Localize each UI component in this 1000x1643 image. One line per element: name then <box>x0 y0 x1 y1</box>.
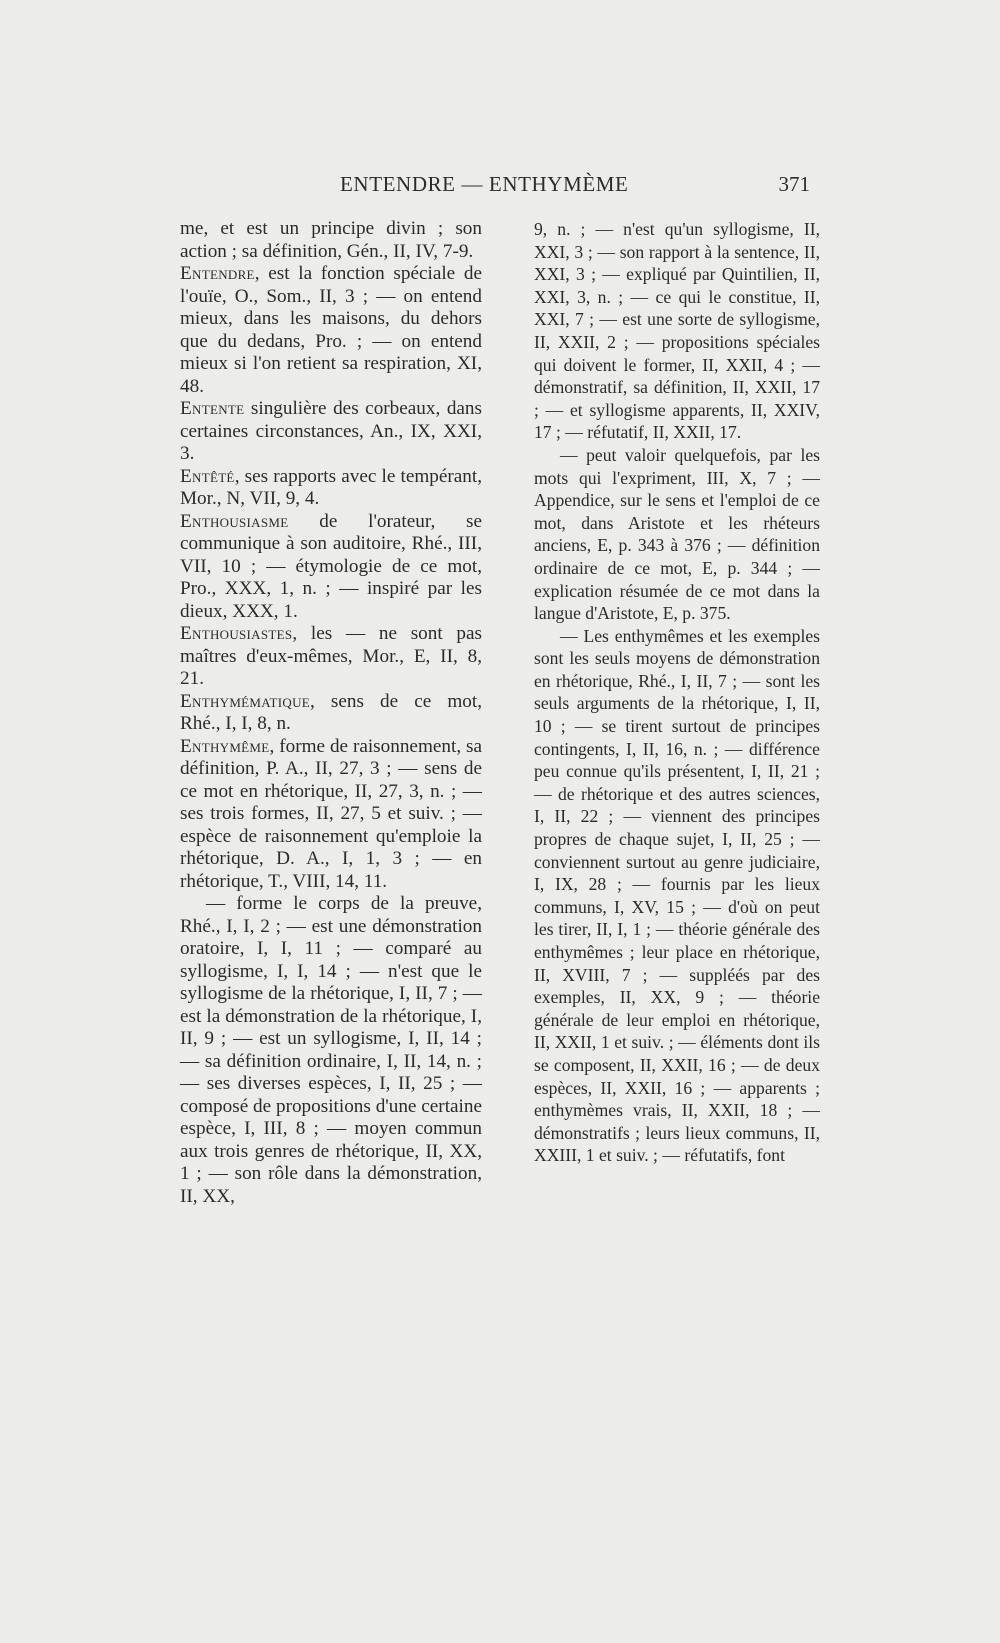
index-entry <box>180 218 482 263</box>
running-head <box>340 172 810 202</box>
entry-text: , les — ne sont pas maîtres d'eux-mêmes, Mor., E, II, 8, 21. <box>180 623 482 689</box>
entry-text: , forme de raisonnement, sa définition, P. A., II, 27, 3 ; — sens de ce mot en rhétorique, II, 27, 3, n. ; — ses trois formes, II, 27, 5 et suiv. ; — espèce de raisonnement qu'emploie la rhétorique, D. A., I, 1, 3 ; — en rhétorique, T., VIII, 14, 11. <box>180 735 482 892</box>
entry-text: — peut valoir quelquefois, par les mots qui l'expriment, III, X, 7 ; — Appendice, sur le sens et l'emploi de ce mot, dans Aristote et les rhéteurs anciens, E, p. 343 à 376 ; — définition ordinaire de ce mot, E, p. 344 ; — explication résumée de ce mot dans la langue d'Aristote, E, p. 375. <box>534 444 820 624</box>
entry-headword: Entêté <box>180 465 235 487</box>
right-column <box>534 218 820 1167</box>
index-entry <box>534 625 820 1167</box>
entry-text: — Les enthymêmes et les exemples sont les seuls moyens de démonstration en rhétorique, Rhé., I, II, 7 ; — sont les seuls arguments de la rhétorique, I, II, 10 ; — se tirent surtout de principes contingents, I, II, 16, n. ; — différence peu connue qu'ils présentent, I, II, 21 ; — de rhétorique et des autres sciences, I, II, 22 ; — viennent des principes propres de chaque sujet, I, II, 25 ; — conviennent surtout au genre judiciaire, I, IX, 28 ; — fournis par les lieux communs, I, XV, 15 ; — d'où on peut les tirer, II, I, 1 ; — théorie générale des enthymêmes ; leur place en rhétorique, II, XVIII, 7 ; — suppléés par des exemples, II, XX, 9 ; — théorie générale de leur emploi en rhétorique, II, XXII, 1 et suiv. ; — éléments dont ils se composent, II, XXII, 16 ; — de deux espèces, II, XXII, 16 ; — apparents ; enthymèmes vrais, II, XXII, 18 ; — démonstratifs ; leurs lieux communs, II, XXIII, 1 et suiv. ; — réfutatifs, font <box>534 625 820 1166</box>
index-entry <box>180 398 482 466</box>
entry-headword: Entente <box>180 398 245 419</box>
page-number: 371 <box>778 172 810 196</box>
entry-headword: Enthymême <box>180 735 270 757</box>
index-entry <box>180 623 482 691</box>
entry-headword: Enthousiasme <box>180 510 289 532</box>
entry-text: — forme le corps de la preuve, Rhé., I, I, 2 ; — est une démonstration oratoire, I, I, 11 ; — comparé au syllogisme, I, I, 14 ; — n'est que le syllogisme de la rhétorique, I, II, 7 ; — est la démonstration de la rhétorique, I, II, 9 ; — est un syllogisme, I, II, 14 ; — sa définition ordinaire, I, II, 14, n. ; — ses diverses espèces, I, II, 25 ; — composé de propositions d'une certaine espèce, I, III, 8 ; — moyen commun aux trois genres de rhétorique, II, XX, 1 ; — son rôle dans la démonstration, II, XX, <box>180 893 482 1207</box>
entry-headword: Enthousiastes <box>180 623 293 644</box>
entry-text: me, et est un principe divin ; son action ; sa définition, Gén., II, IV, 7-9. <box>180 218 482 262</box>
entry-headword: Enthymématique <box>180 690 311 712</box>
left-column <box>180 218 482 1208</box>
running-title: ENTENDRE — ENTHYMÈME <box>340 172 629 196</box>
entry-text: de l'orateur, se communique à son auditoire, Rhé., III, VII, 10 ; — étymologie de ce mot, Pro., XXX, 1, n. ; — inspiré par les dieux, XXX, 1. <box>180 510 482 622</box>
index-entry <box>180 893 482 1208</box>
entry-text: singulière des corbeaux, dans certaines circonstances, An., IX, XXI, 3. <box>180 398 482 464</box>
entry-text: , sens de ce mot, Rhé., I, I, 8, n. <box>180 690 482 734</box>
entry-text: , est la fonction spéciale de l'ouïe, O., Som., II, 3 ; — on entend mieux, dans les maisons, du dehors que du dedans, Pro. ; — on entend mieux si l'on retient sa respiration, XI, 48. <box>180 263 482 397</box>
index-entry <box>180 511 482 624</box>
index-entry <box>180 691 482 736</box>
index-entry <box>534 218 820 444</box>
index-entry <box>180 263 482 398</box>
index-entry <box>180 736 482 894</box>
entry-headword: Entendre <box>180 263 255 284</box>
index-entry <box>180 466 482 511</box>
entry-text: 9, n. ; — n'est qu'un syllogisme, II, XXI, 3 ; — son rapport à la sentence, II, XXI, 3 ; — expliqué par Quintilien, II, XXI, 3, n. ; — ce qui le constitue, II, XXI, 7 ; — est une sorte de syllogisme, II, XXII, 2 ; — propositions spéciales qui doivent le former, II, XXII, 4 ; — démonstratif, sa définition, II, XXII, 17 ; — et syllogisme apparents, II, XXIV, 17 ; — réfutatif, II, XXII, 17. <box>534 219 820 443</box>
index-entry <box>534 444 820 625</box>
entry-text: , ses rapports avec le tempérant, Mor., N, VII, 9, 4. <box>180 465 482 509</box>
